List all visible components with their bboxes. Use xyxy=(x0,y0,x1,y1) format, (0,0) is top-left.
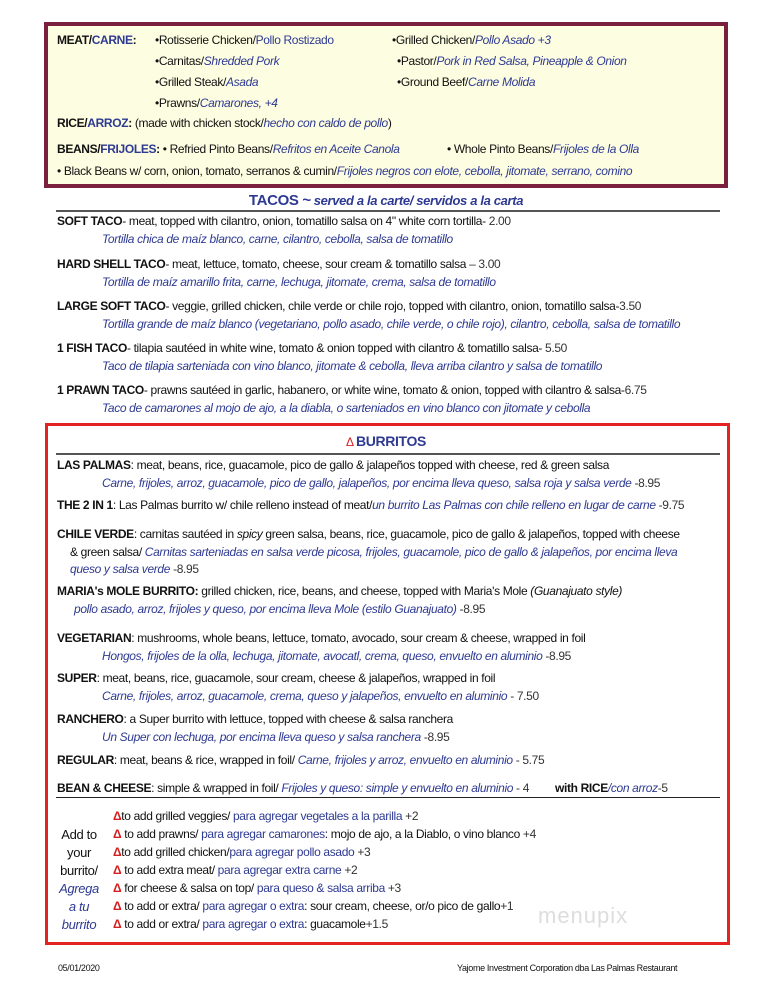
burrito-2-in-1: THE 2 IN 1: Las Palmas burrito w/ chile relleno instead of meat/un burrito Las Palmas con chile relleno en lugar de carne -9.75 xyxy=(57,498,685,512)
meat-option: •Carnitas/Shredded Pork xyxy=(155,54,280,68)
delta-icon: Δ xyxy=(113,899,122,913)
beans-option: • Whole Pinto Beans/Frijoles de la Olla xyxy=(447,142,639,156)
divider xyxy=(56,797,720,798)
taco-item: HARD SHELL TACO- meat, lettuce, tomato, cheese, sour cream & tomatillo salsa – 3.00 xyxy=(57,257,501,271)
addons-label: Add to your burrito/ Agrega a tu burrito xyxy=(59,827,99,932)
burrito-bean-cheese: BEAN & CHEESE: simple & wrapped in foil/ Frijoles y queso: simple y envuelto en aluminio - 4 xyxy=(57,781,530,795)
footer-date: 05/01/2020 xyxy=(58,963,100,973)
delta-icon: Δ xyxy=(113,881,122,895)
burrito-chile-verde: CHILE VERDE: carnitas sautéed in spicy green salsa, beans, rice, guacamole, pico de gallo & jalapeños, topped with cheese xyxy=(57,527,680,541)
divider xyxy=(56,453,720,455)
addon-item: Δ to add extra meat/ para agregar extra carne +2 xyxy=(113,863,358,877)
burrito-translation: Un Super con lechuga, por encima lleva queso y salsa ranchera -8.95 xyxy=(102,730,450,744)
burrito-ranchero: RANCHERO: a Super burrito with lettuce, topped with cheese & salsa ranchera xyxy=(57,712,453,726)
burrito-translation: & green salsa/ Carnitas sarteniadas en salsa verde picosa, frijoles, guacamole, pico de gallo & jalapeños, por encima lleva xyxy=(70,545,678,559)
delta-icon: Δ xyxy=(113,863,122,877)
bean-cheese-with-rice: with RICE/con arroz-5 xyxy=(555,781,668,795)
taco-item: 1 FISH TACO- tilapia sautéed in white wine, tomato & onion topped with cilantro & tomatillo salsa- 5.50 xyxy=(57,341,568,355)
addon-item: Δ to add or extra/ para agregar o extra: guacamole+1.5 xyxy=(113,917,388,931)
addon-item: Δto add grilled chicken/para agregar pollo asado +3 xyxy=(113,845,371,859)
taco-item: LARGE SOFT TACO- veggie, grilled chicken, chile verde or chile rojo, topped with cilantro, onion, tomatillo salsa-3.50 xyxy=(57,299,642,313)
meat-option: •Grilled Chicken/Pollo Asado +3 xyxy=(392,33,551,47)
meat-heading: MEAT/CARNE: xyxy=(57,33,137,47)
tacos-heading: TACOS ~ served a la carte/ servidos a la carta xyxy=(248,192,524,209)
taco-item: SOFT TACO- meat, topped with cilantro, onion, tomatillo salsa on 4" white corn tortilla- 2.00 xyxy=(57,214,511,228)
addon-item: Δ to add prawns/ para agregar camarones: mojo de ajo, a la Diablo, o vino blanco +4 xyxy=(113,827,536,841)
burrito-regular: REGULAR: meat, beans & rice, wrapped in foil/ Carne, frijoles y arroz, envuelto en aluminio - 5.75 xyxy=(57,753,545,767)
burrito-vegetarian: VEGETARIAN: mushrooms, whole beans, lettuce, tomato, avocado, sour cream & cheese, wrapped in foil xyxy=(57,631,586,645)
meat-option: •Pastor/Pork in Red Salsa, Pineapple & Onion xyxy=(397,54,627,68)
meat-option: •Ground Beef/Carne Molida xyxy=(397,75,536,89)
burrito-super: SUPER: meat, beans, rice, guacamole, sour cream, cheese & jalapeños, wrapped in foil xyxy=(57,671,496,685)
delta-icon: Δ xyxy=(345,435,353,449)
addon-item: Δ for cheese & salsa on top/ para queso & salsa arriba +3 xyxy=(113,881,401,895)
taco-translation: Tortilla de maíz amarillo frita, carne, lechuga, jitomate, crema, salsa de tomatillo xyxy=(102,275,496,289)
taco-translation: Tortilla chica de maíz blanco, carne, cilantro, cebolla, salsa de tomatillo xyxy=(102,232,453,246)
beans-option: • Black Beans w/ corn, onion, tomato, serranos & cumin/Frijoles negros con elote, cebolla, jitomate, serrano, comino xyxy=(57,164,633,178)
burrito-translation: queso y salsa verde -8.95 xyxy=(70,562,199,576)
burrito-las-palmas: LAS PALMAS: meat, beans, rice, guacamole, pico de gallo & jalapeños topped with cheese, red & green salsa xyxy=(57,458,610,472)
footer-company: Yajome Investment Corporation dba Las Palmas Restaurant xyxy=(457,963,678,973)
delta-icon: Δ xyxy=(113,917,122,931)
delta-icon: Δ xyxy=(113,845,122,859)
divider xyxy=(56,210,720,212)
beans-line: BEANS/FRIJOLES: • Refried Pinto Beans/Refritos en Aceite Canola xyxy=(57,142,400,156)
taco-item: 1 PRAWN TACO- prawns sautéed in garlic, habanero, or white wine, tomato & onion, topped with cilantro & salsa-6.75 xyxy=(57,383,647,397)
meat-option: •Grilled Steak/Asada xyxy=(155,75,259,89)
meat-option: •Rotisserie Chicken/Pollo Rostizado xyxy=(155,33,334,47)
burrito-translation: Hongos, frijoles de la olla, lechuga, jitomate, avocatl, crema, queso, envuelto en aluminio -8.95 xyxy=(102,649,572,663)
taco-translation: Taco de tilapia sarteniada con vino blanco, jitomate & cebolla, lleva arriba cilantro y salsa de tomatillo xyxy=(102,359,603,373)
menupix-watermark: menupix xyxy=(538,903,629,928)
taco-translation: Taco de camarones al mojo de ajo, a la diabla, o sarteniados en vino blanco con jitomate y cebolla xyxy=(102,401,591,415)
delta-icon: Δ xyxy=(113,809,122,823)
meat-option: •Prawns/Camarones, +4 xyxy=(155,96,278,110)
taco-translation: Tortilla grande de maíz blanco (vegetariano, pollo asado, chile verde, o chile rojo), cilantro, cebolla, salsa de tomatillo xyxy=(102,317,681,331)
burrito-maria-mole: MARIA's MOLE BURRITO: grilled chicken, rice, beans, and cheese, topped with Maria's Mole (Guanajuato style) xyxy=(57,584,623,598)
addon-item: Δto add grilled veggies/ para agregar vegetales a la parilla +2 xyxy=(113,809,419,823)
burrito-translation: Carne, frijoles, arroz, guacamole, pico de gallo, jalapeños, por encima lleva queso, salsa roja y salsa verde -8.95 xyxy=(102,476,661,490)
burritos-heading: Δ BURRITOS xyxy=(345,433,427,449)
burrito-translation: Carne, frijoles, arroz, guacamole, crema, queso y jalapeños, envuelto en aluminio - 7.50 xyxy=(102,689,539,703)
rice-line: RICE/ARROZ: (made with chicken stock/hecho con caldo de pollo) xyxy=(57,116,392,130)
addon-item: Δ to add or extra/ para agregar o extra: sour cream, cheese, or/o pico de gallo+1 xyxy=(113,899,514,913)
delta-icon: Δ xyxy=(113,827,122,841)
burrito-translation: pollo asado, arroz, frijoles y queso, por encima lleva Mole (estilo Guanajuato) -8.95 xyxy=(74,602,486,616)
